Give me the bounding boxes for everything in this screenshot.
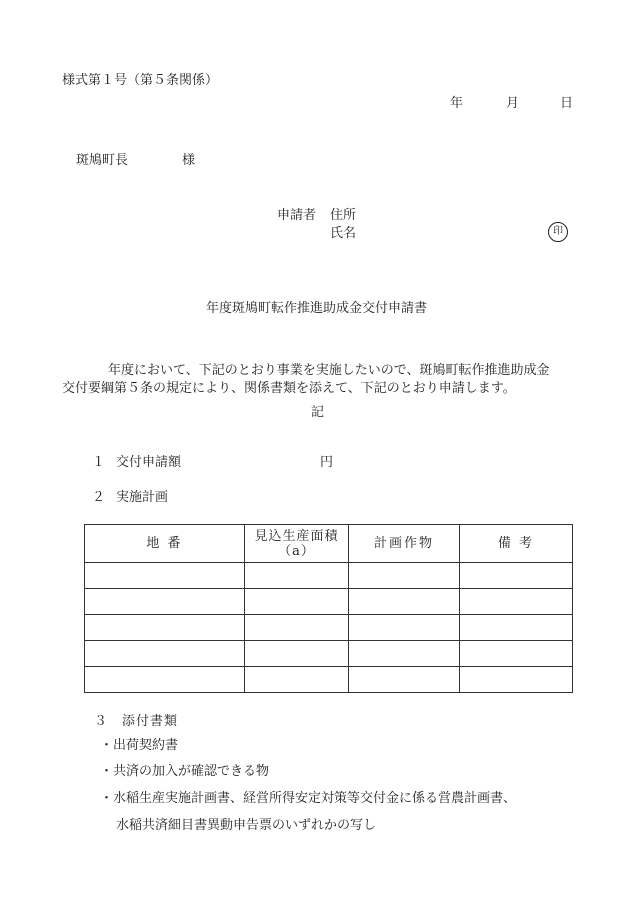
- applicant-address-label: 住所: [330, 208, 357, 223]
- item3-number: ３: [94, 714, 108, 729]
- table-row: [85, 563, 573, 589]
- header-expected-area: [245, 525, 349, 563]
- table-cell[interactable]: [460, 615, 573, 641]
- table-row: [85, 615, 573, 641]
- table-row: [85, 667, 573, 693]
- table-row: [85, 589, 573, 615]
- header-expected-area-unit: （a）: [278, 543, 315, 559]
- header-lot-number: 地 番: [85, 525, 245, 563]
- table-cell[interactable]: [349, 563, 460, 589]
- table-cell[interactable]: [245, 589, 349, 615]
- table-cell[interactable]: [460, 641, 573, 667]
- body-line-1: 年度において、下記のとおり事業を実施したいので、斑鳩町転作推進助成金: [108, 363, 550, 378]
- addressee-honorific: 様: [182, 153, 196, 168]
- table-cell[interactable]: [245, 667, 349, 693]
- form-number: 様式第１号（第５条関係）: [62, 73, 219, 88]
- applicant-name-label: 氏名: [330, 226, 357, 241]
- seal-mark: 印: [548, 222, 568, 242]
- date-month: 月: [506, 96, 520, 111]
- table-cell[interactable]: [245, 563, 349, 589]
- attachment-item: 水稲共済細目書異動申告票のいずれかの写し: [116, 818, 377, 833]
- document-title: 年度斑鳩町転作推進助成金交付申請書: [206, 301, 428, 316]
- date-year: 年: [450, 96, 464, 111]
- body-line-2: 交付要綱第５条の規定により、関係書類を添えて、下記のとおり申請します。: [62, 381, 516, 396]
- applicant-label: 申請者: [277, 208, 317, 223]
- table-cell[interactable]: [349, 641, 460, 667]
- item2-label: 実施計画: [116, 490, 169, 505]
- table-cell[interactable]: [85, 563, 245, 589]
- item1-label: 交付申請額: [116, 455, 182, 470]
- table-cell[interactable]: [349, 615, 460, 641]
- table-cell[interactable]: [245, 641, 349, 667]
- attachment-item: ・水稲生産実施計画書、経営所得安定対策等交付金に係る営農計画書、: [100, 791, 517, 806]
- table-cell[interactable]: [460, 667, 573, 693]
- item1-unit: 円: [320, 455, 334, 470]
- item1-number: １: [92, 455, 106, 470]
- attachment-item: ・共済の加入が確認できる物: [100, 764, 270, 779]
- header-planned-crop: 計画作物: [349, 525, 460, 563]
- plan-table: [84, 524, 573, 693]
- table-cell[interactable]: [85, 615, 245, 641]
- item3-label: 添付書類: [122, 714, 179, 729]
- table-cell[interactable]: [460, 589, 573, 615]
- ki-heading: 記: [311, 405, 325, 420]
- table-cell[interactable]: [245, 615, 349, 641]
- table-cell[interactable]: [349, 589, 460, 615]
- header-remarks: 備 考: [460, 525, 573, 563]
- table-row: [85, 641, 573, 667]
- item2-number: ２: [92, 490, 106, 505]
- table-cell[interactable]: [85, 667, 245, 693]
- table-cell[interactable]: [349, 667, 460, 693]
- attachment-item: ・出荷契約書: [100, 738, 179, 753]
- table-cell[interactable]: [85, 641, 245, 667]
- table-cell[interactable]: [460, 563, 573, 589]
- table-cell[interactable]: [85, 589, 245, 615]
- date-day: 日: [560, 96, 574, 111]
- addressee-name: 斑鳩町長: [76, 153, 129, 168]
- header-expected-area-label: 見込生産面積: [254, 528, 339, 544]
- plan-table-header-row: [85, 525, 573, 563]
